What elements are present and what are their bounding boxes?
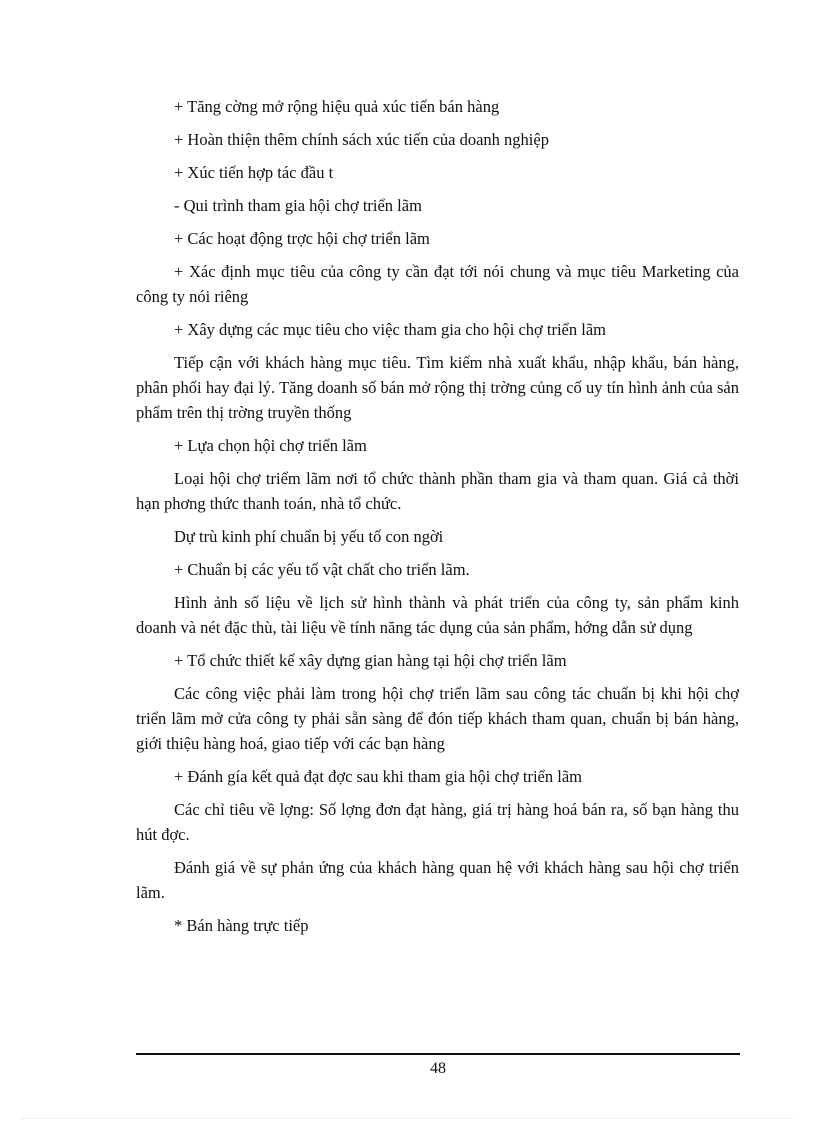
paragraph: Đánh giá về sự phản ứng của khách hàng quan hệ với khách hàng sau hội chợ triển lãm. xyxy=(136,858,739,902)
page-body xyxy=(136,94,739,946)
paragraph: Tiếp cận với khách hàng mục tiêu. Tìm kiếm nhà xuất khẩu, nhập khẩu, bán hàng, phân phối hay đại lý. Tăng doanh số bán mở rộng thị trờng củng cố uy tín hình ảnh của sản phẩm trên thị trờng truyền thống xyxy=(136,353,739,422)
paragraph: + Đánh gía kết quả đạt đợc sau khi tham gia hội chợ triển lãm xyxy=(174,767,582,786)
paragraph: Các chỉ tiêu về lợng: Số lợng đơn đạt hàng, giá trị hàng hoá bán ra, số bạn hàng thu hút đợc. xyxy=(136,800,739,844)
paragraph: + Tổ chức thiết kế xây dựng gian hàng tại hội chợ triển lãm xyxy=(174,651,567,670)
paragraph: + Xúc tiến hợp tác đầu t xyxy=(174,163,334,182)
paragraph: * Bán hàng trực tiếp xyxy=(174,916,309,935)
page-number: 48 xyxy=(430,1060,446,1077)
paragraph: Các công việc phải làm trong hội chợ triển lãm sau công tác chuẩn bị khi hội chợ triển lãm mở cửa công ty phải sẵn sàng để đón tiếp khách tham quan, chuẩn bị bán hàng, giới thiệu hàng hoá, giao tiếp với các bạn hàng xyxy=(136,684,739,753)
page-edge-divider xyxy=(20,1118,796,1119)
paragraph: + Xác định mục tiêu của công ty cần đạt tới nói chung và mục tiêu Marketing của công ty nói riêng xyxy=(136,262,739,306)
paragraph: Hình ảnh số liệu về lịch sử hình thành và phát triển của công ty, sản phẩm kinh doanh và nét đặc thù, tài liệu về tính năng tác dụng của sản phẩm, hớng dẫn sử dụng xyxy=(136,593,739,637)
paragraph: + Lựa chọn hội chợ triển lãm xyxy=(174,436,367,455)
footer-divider xyxy=(136,1053,740,1055)
paragraph: + Xây dựng các mục tiêu cho việc tham gia cho hội chợ triển lãm xyxy=(174,320,606,339)
paragraph: + Chuẩn bị các yếu tố vật chất cho triển lãm. xyxy=(174,560,470,579)
paragraph: + Các hoạt động trợc hội chợ triển lãm xyxy=(174,229,430,248)
paragraph: Dự trù kinh phí chuẩn bị yếu tố con ngời xyxy=(174,527,444,546)
paragraph: - Qui trình tham gia hội chợ triển lãm xyxy=(174,196,422,215)
paragraph: + Tăng cờng mở rộng hiệu quả xúc tiến bán hàng xyxy=(174,97,500,116)
paragraph: Loại hội chợ triểm lãm nơi tổ chức thành phần tham gia và tham quan. Giá cả thời hạn phơng thức thanh toán, nhà tổ chức. xyxy=(136,469,739,513)
paragraph: + Hoàn thiện thêm chính sách xúc tiến của doanh nghiệp xyxy=(174,130,549,149)
